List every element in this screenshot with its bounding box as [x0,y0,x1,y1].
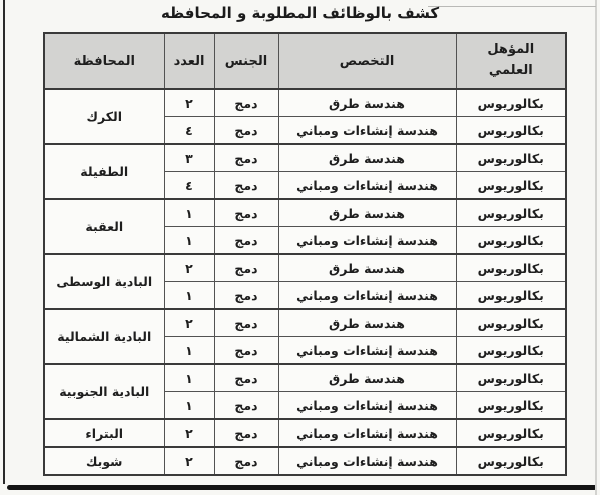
gender-cell: دمج [214,337,278,365]
count-cell: ٣ [164,144,214,172]
table-row [44,89,566,117]
scan-frame-right-line [595,0,597,495]
specialization-cell: هندسة إنشاءات ومباني [278,282,456,310]
qualification-cell: بكالوريوس [456,309,566,337]
count-cell: ٢ [164,447,214,475]
table-row [44,309,566,337]
qualification-cell: بكالوريوس [456,227,566,255]
gender-cell: دمج [214,117,278,145]
governorate-cell: البتراء [44,419,164,447]
qualification-cell: بكالوريوس [456,419,566,447]
column-header-gender: الجنس [214,33,278,89]
count-cell: ٢ [164,309,214,337]
count-cell: ٤ [164,172,214,200]
qualification-cell: بكالوريوس [456,89,566,117]
qualification-cell: بكالوريوس [456,199,566,227]
qualification-cell: بكالوريوس [456,337,566,365]
governorate-group-aqaba [44,199,566,254]
qualification-header-line1: المؤهل [487,42,535,58]
scan-frame-bottom-line [7,485,597,490]
count-cell: ٢ [164,89,214,117]
gender-cell: دمج [214,282,278,310]
qualification-cell: بكالوريوس [456,144,566,172]
table-header-row [44,33,566,89]
governorate-group-karak [44,89,566,144]
scan-frame-left-line [3,0,5,484]
governorate-group-central-badia [44,254,566,309]
column-header-specialization: التخصص [278,33,456,89]
column-header-qualification [456,33,566,89]
column-header-governorate: المحافظة [44,33,164,89]
table-row [44,199,566,227]
gender-cell: دمج [214,309,278,337]
gender-cell: دمج [214,144,278,172]
governorate-group-tafileh [44,144,566,199]
qualification-cell: بكالوريوس [456,254,566,282]
governorate-cell: العقبة [44,199,164,254]
table-row [44,254,566,282]
qualification-cell: بكالوريوس [456,172,566,200]
gender-cell: دمج [214,364,278,392]
governorate-cell: الطفيلة [44,144,164,199]
specialization-cell: هندسة طرق [278,89,456,117]
table-row [44,419,566,447]
jobs-table [43,32,567,476]
count-cell: ١ [164,364,214,392]
governorate-cell: البادية الجنوبية [44,364,164,419]
gender-cell: دمج [214,172,278,200]
specialization-cell: هندسة إنشاءات ومباني [278,392,456,420]
count-cell: ١ [164,227,214,255]
specialization-cell: هندسة طرق [278,309,456,337]
gender-cell: دمج [214,199,278,227]
qualification-cell: بكالوريوس [456,447,566,475]
specialization-cell: هندسة طرق [278,254,456,282]
specialization-cell: هندسة طرق [278,144,456,172]
qualification-cell: بكالوريوس [456,392,566,420]
governorate-group-petra [44,419,566,447]
page-title: كشف بالوظائف المطلوبة و المحافظه [160,4,440,22]
count-cell: ٤ [164,117,214,145]
table-row [44,144,566,172]
gender-cell: دمج [214,254,278,282]
count-cell: ١ [164,199,214,227]
governorate-group-shobak [44,447,566,475]
governorate-cell: شوبك [44,447,164,475]
count-cell: ١ [164,282,214,310]
specialization-cell: هندسة إنشاءات ومباني [278,447,456,475]
gender-cell: دمج [214,227,278,255]
gender-cell: دمج [214,392,278,420]
table-row [44,447,566,475]
qualification-cell: بكالوريوس [456,282,566,310]
governorate-group-north-badia [44,309,566,364]
table-row [44,364,566,392]
count-cell: ١ [164,392,214,420]
count-cell: ١ [164,337,214,365]
specialization-cell: هندسة إنشاءات ومباني [278,419,456,447]
governorate-group-south-badia [44,364,566,419]
governorate-cell: البادية الوسطى [44,254,164,309]
specialization-cell: هندسة إنشاءات ومباني [278,172,456,200]
qualification-header-line2: العلمي [488,63,533,78]
gender-cell: دمج [214,447,278,475]
specialization-cell: هندسة طرق [278,199,456,227]
specialization-cell: هندسة إنشاءات ومباني [278,227,456,255]
count-cell: ٢ [164,419,214,447]
governorate-cell: الكرك [44,89,164,144]
specialization-cell: هندسة إنشاءات ومباني [278,337,456,365]
governorate-cell: البادية الشمالية [44,309,164,364]
gender-cell: دمج [214,89,278,117]
gender-cell: دمج [214,419,278,447]
count-cell: ٢ [164,254,214,282]
specialization-cell: هندسة إنشاءات ومباني [278,117,456,145]
column-header-count: العدد [164,33,214,89]
qualification-cell: بكالوريوس [456,364,566,392]
qualification-cell: بكالوريوس [456,117,566,145]
specialization-cell: هندسة طرق [278,364,456,392]
